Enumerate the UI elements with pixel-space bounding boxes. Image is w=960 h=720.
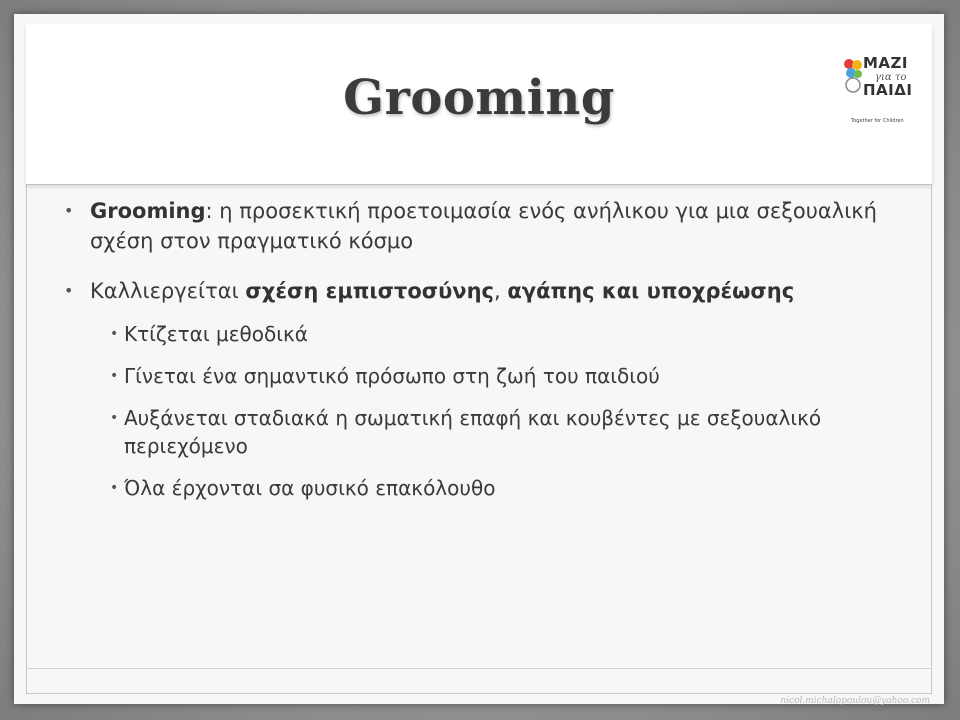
bullet-separator: , xyxy=(494,279,508,303)
bullet-item xyxy=(38,196,888,256)
footer-divider xyxy=(26,668,932,669)
sub-bullet-dot: • xyxy=(110,410,119,426)
mazi-logo xyxy=(843,54,923,128)
sub-bullet-list xyxy=(38,320,888,502)
sub-bullet-item xyxy=(38,474,888,502)
logo-tagline: Together for Children xyxy=(851,118,904,124)
bullet-text: Καλλιεργείται xyxy=(90,279,246,303)
logo-heart-icon xyxy=(843,58,865,94)
sub-bullet-text: Γίνεται ένα σημαντικό πρόσωπο στη ζωή του παιδιού xyxy=(124,364,660,388)
logo-word-gia: για το xyxy=(875,72,907,83)
bullet-dot: • xyxy=(64,201,74,220)
sub-bullet-dot: • xyxy=(110,326,119,342)
footer-email: nicol.michalopoulou@yahoo.com xyxy=(780,696,930,706)
title-band xyxy=(26,24,932,185)
bullet-bold-term: Grooming xyxy=(90,199,206,223)
logo-word-mazi: MAZI xyxy=(863,54,908,72)
bullet-item xyxy=(38,276,888,502)
sub-bullet-text: Κτίζεται μεθοδικά xyxy=(124,322,308,346)
sub-bullet-item xyxy=(38,320,888,348)
bullet-bold-term: σχέση εμπιστοσύνης xyxy=(245,279,494,303)
bullet-dot: • xyxy=(64,281,74,300)
sub-bullet-item xyxy=(38,362,888,390)
sub-bullet-text: Αυξάνεται σταδιακά η σωματική επαφή και κουβέντες με σεξουαλικό περιεχόμενο xyxy=(124,406,822,458)
logo-word-paidi: ΠΑΙΔΙ xyxy=(863,81,913,99)
bullet-bold-term: αγάπης και υποχρέωσης xyxy=(507,279,795,303)
sub-bullet-item xyxy=(38,404,888,460)
sub-bullet-text: Όλα έρχονται σα φυσικό επακόλουθο xyxy=(124,476,496,500)
slide-content xyxy=(38,196,888,522)
bullet-text: : η προσεκτική προετοιμασία ενός ανήλικου για μια σεξουαλική σχέση στον πραγματικό κόσμο xyxy=(90,199,877,253)
slide-title: Grooming xyxy=(343,70,615,126)
sub-bullet-dot: • xyxy=(110,480,119,496)
sub-bullet-dot: • xyxy=(110,368,119,384)
